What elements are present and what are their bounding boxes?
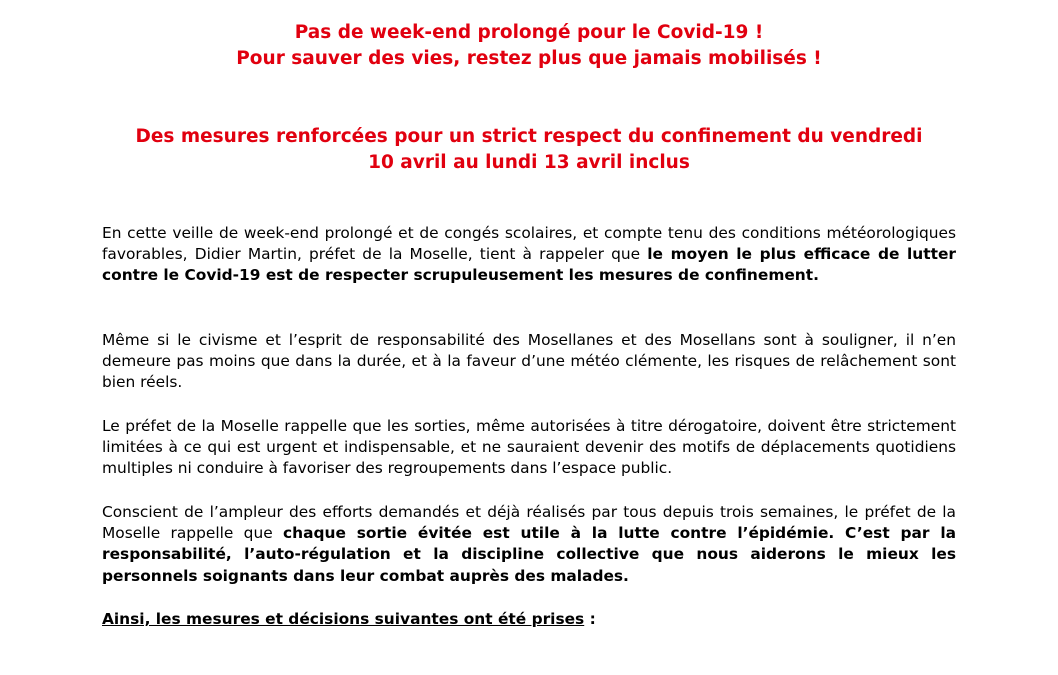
subtitle (100, 124, 958, 176)
measures-heading-text: Ainsi, les mesures et décisions suivantes ont été prises (102, 610, 585, 628)
paragraph-1 (102, 223, 956, 287)
main-title-line-2: Pour sauver des vies, restez plus que jamais mobilisés ! (236, 48, 822, 69)
main-title-line-1: Pas de week-end prolongé pour le Covid-19 ! (294, 22, 764, 43)
main-title (100, 20, 958, 72)
paragraph-2 (102, 330, 956, 394)
measures-heading (102, 609, 956, 630)
measures-heading-colon: : (584, 610, 596, 628)
paragraph-2-text: Même si le civisme et l’esprit de responsabilité des Mosellanes et des Mosellans sont à souligner, il n’en demeure pas moins que dans la durée, et à la faveur d’une météo clémente, les risques de relâchement sont bien réels. (102, 331, 956, 392)
paragraph-4 (102, 502, 956, 587)
paragraph-3-text: Le préfet de la Moselle rappelle que les sorties, même autorisées à titre dérogatoire, doivent être strictement limitées à ce qui est urgent et indispensable, et ne sauraient devenir des motifs de déplacements quotidiens multiples ni conduire à favoriser des regroupements dans l’espace public. (102, 417, 956, 478)
paragraph-3 (102, 416, 956, 480)
paragraph-4-emphasis: chaque sortie évitée est utile à la lutte contre l’épidémie. C’est par la responsabilité, l’auto-régulation et la discipline collective que nous aiderons le mieux les personnels soignants dans leur combat auprès des malades. (102, 524, 956, 585)
subtitle-line-1: Des mesures renforcées pour un strict respect du confinement du vendredi (135, 126, 923, 147)
paragraph-1-emphasis: le moyen le plus efficace de lutter contre le Covid-19 est de respecter scrupuleusement les mesures de confinement. (102, 245, 956, 285)
subtitle-line-2: 10 avril au lundi 13 avril inclus (368, 152, 690, 173)
paragraph-1-text: En cette veille de week-end prolongé et de congés scolaires, et compte tenu des conditions météorologiques favorables, Didier Martin, préfet de la Moselle, tient à rappeler que (102, 224, 956, 264)
paragraph-4-text: Conscient de l’ampleur des efforts demandés et déjà réalisés par tous depuis trois semaines, le préfet de la Moselle rappelle que (102, 503, 956, 543)
